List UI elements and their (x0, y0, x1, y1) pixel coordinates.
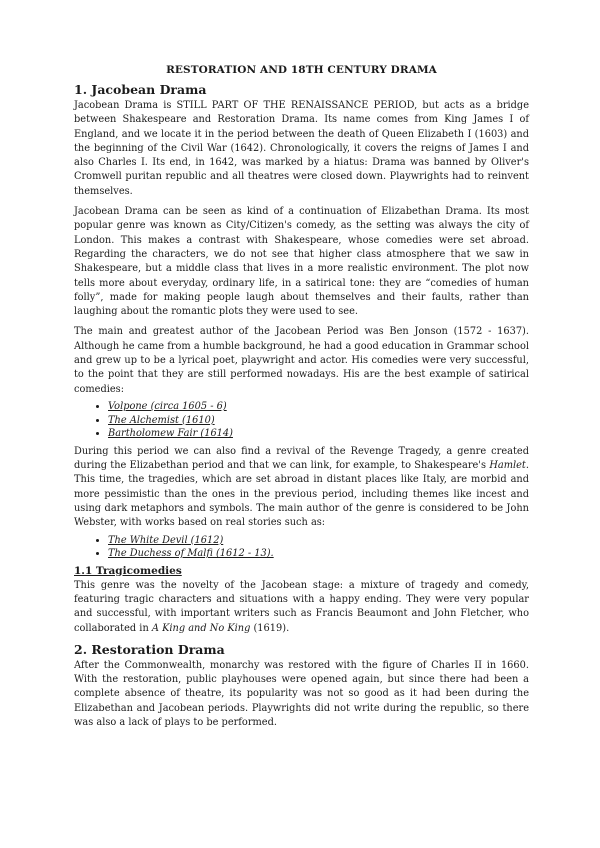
paragraph-jacobean-intro: Jacobean Drama is STILL PART OF THE RENAISSANCE PERIOD, but acts as a bridge between Shakespeare and Restoration Drama. Its name comes from King James I of England, and we locate it in the period between the death of Queen Elizabeth I (1603) and the beginning of the Civil War (1642). Chronologically, it covers the reigns of James I and also Charles I. Its end, in 1642, was marked by a hiatus: Drama was banned by Oliver's Cromwell puritan republic and all theatres were closed down. Playwrights had to reinvent themselves. (74, 100, 529, 197)
document-title: RESTORATION AND 18TH CENTURY DRAMA (166, 64, 437, 76)
paragraph-tragicomedies (74, 579, 529, 636)
section-heading-restoration: 2. Restoration Drama (74, 641, 225, 657)
text-run: (1619). (250, 622, 290, 634)
paragraph-ben-jonson: The main and greatest author of the Jacobean Period was Ben Jonson (1572 - 1637). Although he came from a humble background, he had a good education in Grammar school and grew up to be a lyrical poet, playwright and actor. His comedies were very successful, to the point that they are still performed nowadays. His are the best example of satirical comedies: (74, 326, 529, 395)
jonson-works-list (74, 400, 529, 441)
list-item: • The Alchemist (1610) (108, 414, 529, 428)
paragraph-revenge-tragedy (74, 445, 529, 531)
list-item: • The White Devil (1612) (108, 534, 529, 548)
document-page (74, 64, 529, 736)
list-item: • Volpone (circa 1605 - 6) (108, 400, 529, 414)
paragraph-restoration: After the Commonwealth, monarchy was restored with the figure of Charles II in 1660. With the restoration, public playhouses were opened again, but since there had been a complete absence of theatre, its popularity was not so good as it had been during the Elizabethan and Jacobean periods. Playwrights did not write during the republic, so there was also a lack of plays to be performed. (74, 659, 529, 729)
webster-works-list (74, 534, 529, 561)
text-run: During this period we can also find a revival of the Revenge Tragedy, a genre created during the Elizabethan period and that we can link, for example, to Shakespeare's (74, 445, 529, 472)
list-item: • Bartholomew Fair (1614) (108, 427, 529, 441)
work-title: A King and No King (151, 622, 251, 634)
text-run: This genre was the novelty of the Jacobean stage: a mixture of tragedy and comedy, featuring tragic characters and situations with a happy ending. They were very popular and successful, with important writers such as Francis Beaumont and John Fletcher, who collaborated in (74, 579, 529, 634)
hamlet-title: Hamlet (489, 460, 526, 472)
paragraph-jacobean-comedy: Jacobean Drama can be seen as kind of a continuation of Elizabethan Drama. Its most popular genre was known as City/Citizen's comedy, as the setting was always the city of London. This makes a contrast with Shakespeare, whose comedies were set abroad. Regarding the characters, we do not see that higher class atmosphere that we saw in Shakespeare, but a middle class that lives in a more realistic environment. The plot now tells more about everyday, ordinary life, in a satirical tone: they are “comedies of human folly”, made for making people laugh about themselves and their faults, rather than laughing about the romantic plots they were used to see. (74, 206, 529, 318)
list-item: • The Duchess of Malfi (1612 - 13). (108, 547, 529, 561)
subsection-heading-tragicomedies: 1.1 Tragicomedies (74, 564, 182, 577)
text-run: . This time, the tragedies, which are set abroad in distant places like Italy, are morbid and more pessimistic than the ones in the previous period, including themes like incest and using dark metaphors and symbols. The main author of the genre is considered to be John Webster, with works based on real stories such as: (74, 460, 529, 529)
section-heading-jacobean: 1. Jacobean Drama (74, 82, 207, 97)
